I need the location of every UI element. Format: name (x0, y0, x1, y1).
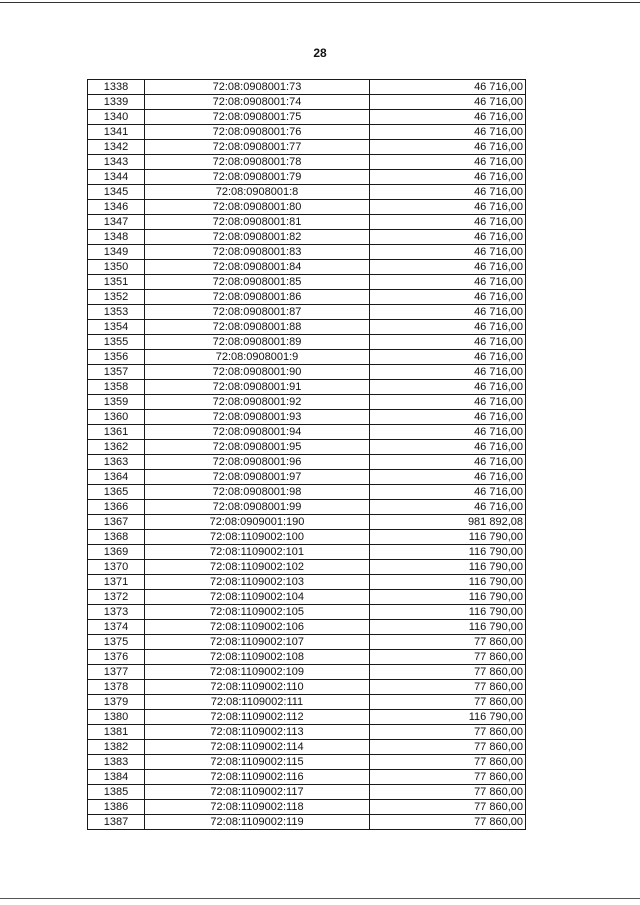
row-number-cell: 1374 (88, 620, 145, 635)
cadastral-number-cell: 72:08:0908001:90 (145, 365, 370, 380)
table-row (88, 590, 526, 605)
cadastral-value-cell: 46 716,00 (370, 410, 526, 425)
row-number-cell: 1380 (88, 710, 145, 725)
row-number-cell: 1381 (88, 725, 145, 740)
row-number-cell: 1383 (88, 755, 145, 770)
cadastral-value-cell: 116 790,00 (370, 710, 526, 725)
cadastral-value-cell: 116 790,00 (370, 590, 526, 605)
table-row (88, 635, 526, 650)
cadastral-number-cell: 72:08:1109002:103 (145, 575, 370, 590)
table-row (88, 440, 526, 455)
row-number-cell: 1364 (88, 470, 145, 485)
cadastral-number-cell: 72:08:0908001:77 (145, 140, 370, 155)
table-row (88, 185, 526, 200)
page-number: 28 (313, 46, 327, 60)
table-row (88, 215, 526, 230)
row-number-cell: 1360 (88, 410, 145, 425)
cadastral-number-cell: 72:08:0908001:8 (145, 185, 370, 200)
table-row (88, 155, 526, 170)
top-edge-rule (0, 2, 640, 3)
cadastral-number-cell: 72:08:1109002:110 (145, 680, 370, 695)
cadastral-number-cell: 72:08:0908001:74 (145, 95, 370, 110)
cadastral-number-cell: 72:08:1109002:108 (145, 650, 370, 665)
cadastral-value-cell: 77 860,00 (370, 650, 526, 665)
cadastral-value-cell: 46 716,00 (370, 365, 526, 380)
cadastral-value-cell: 77 860,00 (370, 755, 526, 770)
cadastral-value-cell: 46 716,00 (370, 485, 526, 500)
cadastral-number-cell: 72:08:0908001:85 (145, 275, 370, 290)
row-number-cell: 1341 (88, 125, 145, 140)
cadastral-number-cell: 72:08:1109002:109 (145, 665, 370, 680)
cadastral-number-cell: 72:08:0908001:73 (145, 80, 370, 95)
table-row (88, 200, 526, 215)
cadastral-value-cell: 46 716,00 (370, 170, 526, 185)
row-number-cell: 1386 (88, 800, 145, 815)
table-row (88, 335, 526, 350)
cadastral-number-cell: 72:08:0908001:98 (145, 485, 370, 500)
table-row (88, 785, 526, 800)
cadastral-value-cell: 46 716,00 (370, 245, 526, 260)
row-number-cell: 1375 (88, 635, 145, 650)
row-number-cell: 1382 (88, 740, 145, 755)
cadastral-value-table (87, 79, 526, 830)
row-number-cell: 1346 (88, 200, 145, 215)
table-row (88, 620, 526, 635)
cadastral-value-cell: 46 716,00 (370, 320, 526, 335)
cadastral-value-cell: 46 716,00 (370, 500, 526, 515)
row-number-cell: 1342 (88, 140, 145, 155)
cadastral-number-cell: 72:08:0908001:99 (145, 500, 370, 515)
cadastral-number-cell: 72:08:1109002:117 (145, 785, 370, 800)
cadastral-number-cell: 72:08:0908001:80 (145, 200, 370, 215)
row-number-cell: 1356 (88, 350, 145, 365)
row-number-cell: 1352 (88, 290, 145, 305)
cadastral-value-cell: 77 860,00 (370, 785, 526, 800)
table-row (88, 275, 526, 290)
row-number-cell: 1368 (88, 530, 145, 545)
row-number-cell: 1350 (88, 260, 145, 275)
cadastral-value-cell: 46 716,00 (370, 455, 526, 470)
cadastral-number-cell: 72:08:1109002:102 (145, 560, 370, 575)
cadastral-value-cell: 46 716,00 (370, 140, 526, 155)
cadastral-value-cell: 46 716,00 (370, 80, 526, 95)
cadastral-number-cell: 72:08:0908001:88 (145, 320, 370, 335)
cadastral-number-cell: 72:08:1109002:105 (145, 605, 370, 620)
table-row (88, 110, 526, 125)
cadastral-number-cell: 72:08:0908001:75 (145, 110, 370, 125)
cadastral-value-cell: 46 716,00 (370, 185, 526, 200)
table-row (88, 350, 526, 365)
cadastral-number-cell: 72:08:0908001:83 (145, 245, 370, 260)
table-row (88, 125, 526, 140)
cadastral-value-cell: 46 716,00 (370, 230, 526, 245)
table-row (88, 665, 526, 680)
cadastral-number-cell: 72:08:0908001:96 (145, 455, 370, 470)
table-row (88, 530, 526, 545)
table-row (88, 680, 526, 695)
cadastral-value-cell: 116 790,00 (370, 605, 526, 620)
cadastral-value-cell: 77 860,00 (370, 680, 526, 695)
cadastral-number-cell: 72:08:0908001:9 (145, 350, 370, 365)
cadastral-value-cell: 46 716,00 (370, 110, 526, 125)
table-row (88, 500, 526, 515)
cadastral-value-cell: 77 860,00 (370, 800, 526, 815)
row-number-cell: 1344 (88, 170, 145, 185)
table-row (88, 695, 526, 710)
cadastral-value-cell: 77 860,00 (370, 725, 526, 740)
table-row (88, 395, 526, 410)
row-number-cell: 1379 (88, 695, 145, 710)
cadastral-value-cell: 46 716,00 (370, 395, 526, 410)
row-number-cell: 1363 (88, 455, 145, 470)
table-row (88, 230, 526, 245)
table-row (88, 815, 526, 830)
row-number-cell: 1371 (88, 575, 145, 590)
table-body (88, 80, 526, 830)
row-number-cell: 1347 (88, 215, 145, 230)
table-row (88, 425, 526, 440)
table-row (88, 560, 526, 575)
table-row (88, 80, 526, 95)
table-row (88, 455, 526, 470)
cadastral-number-cell: 72:08:0908001:95 (145, 440, 370, 455)
row-number-cell: 1365 (88, 485, 145, 500)
table-row (88, 545, 526, 560)
cadastral-number-cell: 72:08:0908001:84 (145, 260, 370, 275)
cadastral-number-cell: 72:08:0908001:82 (145, 230, 370, 245)
cadastral-number-cell: 72:08:0908001:93 (145, 410, 370, 425)
table-row (88, 140, 526, 155)
cadastral-value-cell: 116 790,00 (370, 575, 526, 590)
cadastral-value-cell: 46 716,00 (370, 440, 526, 455)
row-number-cell: 1367 (88, 515, 145, 530)
cadastral-value-cell: 46 716,00 (370, 155, 526, 170)
cadastral-value-cell: 77 860,00 (370, 695, 526, 710)
cadastral-value-cell: 116 790,00 (370, 530, 526, 545)
cadastral-value-cell: 46 716,00 (370, 215, 526, 230)
cadastral-number-cell: 72:08:0908001:97 (145, 470, 370, 485)
row-number-cell: 1358 (88, 380, 145, 395)
table-row (88, 725, 526, 740)
row-number-cell: 1369 (88, 545, 145, 560)
row-number-cell: 1340 (88, 110, 145, 125)
cadastral-number-cell: 72:08:0908001:79 (145, 170, 370, 185)
row-number-cell: 1370 (88, 560, 145, 575)
row-number-cell: 1351 (88, 275, 145, 290)
table-row (88, 410, 526, 425)
cadastral-number-cell: 72:08:1109002:115 (145, 755, 370, 770)
table-row (88, 575, 526, 590)
cadastral-number-cell: 72:08:0908001:92 (145, 395, 370, 410)
row-number-cell: 1359 (88, 395, 145, 410)
row-number-cell: 1372 (88, 590, 145, 605)
table-row (88, 515, 526, 530)
row-number-cell: 1343 (88, 155, 145, 170)
cadastral-number-cell: 72:08:1109002:104 (145, 590, 370, 605)
cadastral-value-cell: 46 716,00 (370, 260, 526, 275)
cadastral-value-cell: 46 716,00 (370, 95, 526, 110)
cadastral-number-cell: 72:08:1109002:116 (145, 770, 370, 785)
cadastral-value-cell: 46 716,00 (370, 305, 526, 320)
cadastral-number-cell: 72:08:0909001:190 (145, 515, 370, 530)
row-number-cell: 1377 (88, 665, 145, 680)
row-number-cell: 1373 (88, 605, 145, 620)
table-row (88, 710, 526, 725)
cadastral-value-cell: 981 892,08 (370, 515, 526, 530)
cadastral-number-cell: 72:08:0908001:86 (145, 290, 370, 305)
table-row (88, 755, 526, 770)
table-row (88, 365, 526, 380)
cadastral-value-cell: 46 716,00 (370, 335, 526, 350)
row-number-cell: 1378 (88, 680, 145, 695)
cadastral-number-cell: 72:08:0908001:78 (145, 155, 370, 170)
cadastral-value-cell: 46 716,00 (370, 380, 526, 395)
cadastral-value-cell: 46 716,00 (370, 125, 526, 140)
row-number-cell: 1354 (88, 320, 145, 335)
cadastral-number-cell: 72:08:1109002:112 (145, 710, 370, 725)
cadastral-number-cell: 72:08:1109002:118 (145, 800, 370, 815)
row-number-cell: 1387 (88, 815, 145, 830)
cadastral-value-cell: 77 860,00 (370, 815, 526, 830)
table-row (88, 650, 526, 665)
row-number-cell: 1348 (88, 230, 145, 245)
cadastral-value-cell: 116 790,00 (370, 560, 526, 575)
cadastral-number-cell: 72:08:1109002:114 (145, 740, 370, 755)
cadastral-number-cell: 72:08:0908001:94 (145, 425, 370, 440)
table-row (88, 770, 526, 785)
cadastral-value-cell: 116 790,00 (370, 620, 526, 635)
row-number-cell: 1362 (88, 440, 145, 455)
cadastral-value-cell: 46 716,00 (370, 425, 526, 440)
cadastral-number-cell: 72:08:1109002:100 (145, 530, 370, 545)
row-number-cell: 1353 (88, 305, 145, 320)
cadastral-number-cell: 72:08:0908001:91 (145, 380, 370, 395)
row-number-cell: 1385 (88, 785, 145, 800)
row-number-cell: 1338 (88, 80, 145, 95)
row-number-cell: 1384 (88, 770, 145, 785)
cadastral-value-cell: 46 716,00 (370, 290, 526, 305)
cadastral-number-cell: 72:08:0908001:76 (145, 125, 370, 140)
cadastral-value-cell: 46 716,00 (370, 275, 526, 290)
table-row (88, 245, 526, 260)
table-row (88, 170, 526, 185)
row-number-cell: 1376 (88, 650, 145, 665)
cadastral-number-cell: 72:08:1109002:107 (145, 635, 370, 650)
cadastral-value-cell: 77 860,00 (370, 770, 526, 785)
table-row (88, 260, 526, 275)
cadastral-number-cell: 72:08:1109002:106 (145, 620, 370, 635)
table-row (88, 485, 526, 500)
row-number-cell: 1355 (88, 335, 145, 350)
cadastral-number-cell: 72:08:1109002:101 (145, 545, 370, 560)
table-row (88, 605, 526, 620)
cadastral-number-cell: 72:08:1109002:111 (145, 695, 370, 710)
row-number-cell: 1357 (88, 365, 145, 380)
table-row (88, 290, 526, 305)
table-row (88, 380, 526, 395)
cadastral-number-cell: 72:08:0908001:81 (145, 215, 370, 230)
bottom-edge-rule (0, 898, 640, 899)
row-number-cell: 1339 (88, 95, 145, 110)
table-row (88, 800, 526, 815)
row-number-cell: 1349 (88, 245, 145, 260)
cadastral-value-cell: 46 716,00 (370, 470, 526, 485)
cadastral-value-cell: 46 716,00 (370, 200, 526, 215)
table-row (88, 305, 526, 320)
table-row (88, 320, 526, 335)
cadastral-number-cell: 72:08:1109002:113 (145, 725, 370, 740)
cadastral-number-cell: 72:08:1109002:119 (145, 815, 370, 830)
row-number-cell: 1361 (88, 425, 145, 440)
cadastral-number-cell: 72:08:0908001:89 (145, 335, 370, 350)
cadastral-value-cell: 46 716,00 (370, 350, 526, 365)
table-row (88, 740, 526, 755)
row-number-cell: 1345 (88, 185, 145, 200)
cadastral-number-cell: 72:08:0908001:87 (145, 305, 370, 320)
cadastral-value-cell: 116 790,00 (370, 545, 526, 560)
cadastral-value-cell: 77 860,00 (370, 665, 526, 680)
cadastral-value-cell: 77 860,00 (370, 740, 526, 755)
table-row (88, 470, 526, 485)
table-row (88, 95, 526, 110)
cadastral-value-cell: 77 860,00 (370, 635, 526, 650)
row-number-cell: 1366 (88, 500, 145, 515)
